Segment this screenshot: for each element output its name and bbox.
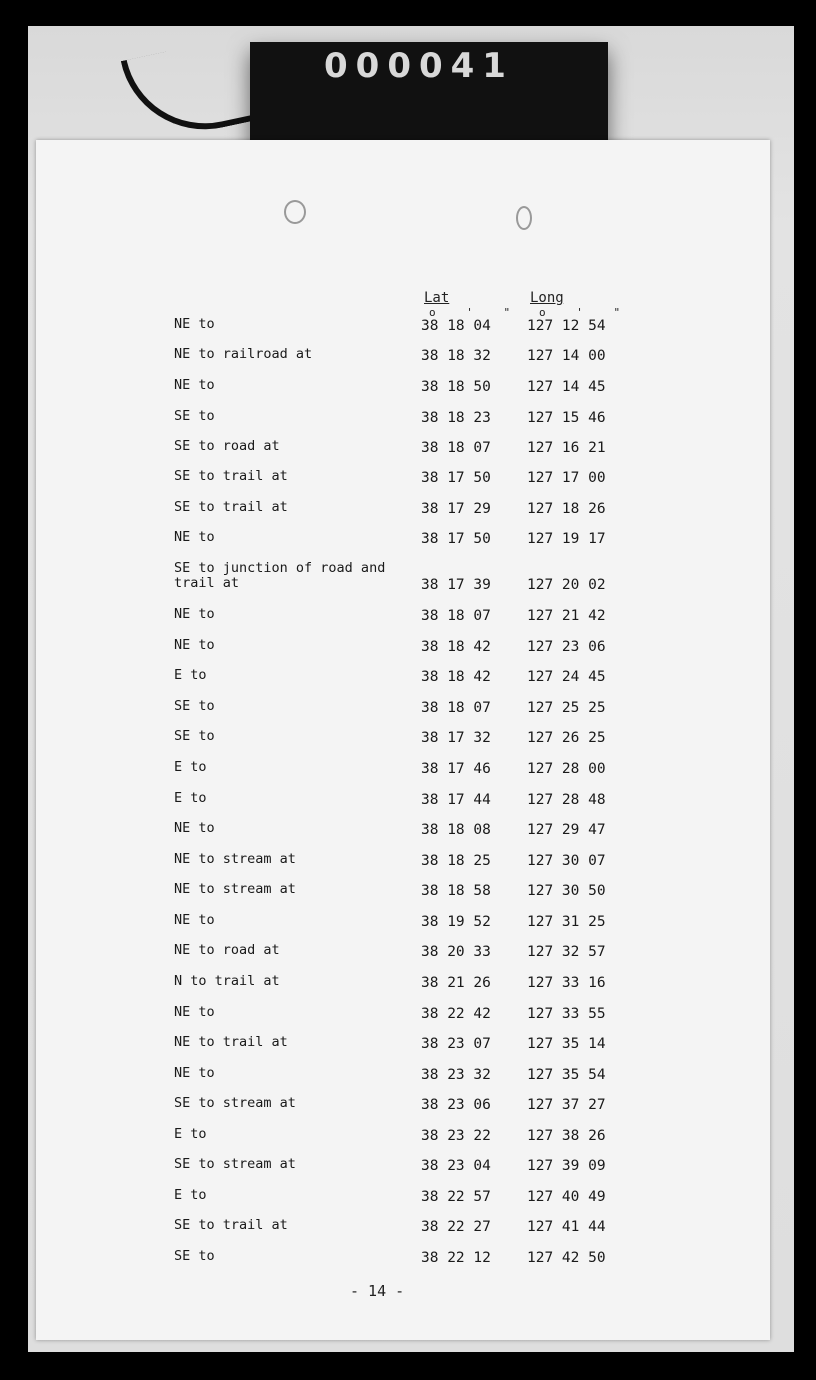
table-row bbox=[36, 491, 770, 521]
table-row bbox=[36, 965, 770, 995]
long-units: o ' " bbox=[539, 306, 633, 319]
table-row bbox=[36, 1057, 770, 1087]
lat-header: Lat bbox=[424, 290, 450, 306]
longitude-value: 127 40 49 bbox=[527, 1189, 606, 1205]
latitude-value: 38 18 32 bbox=[421, 348, 491, 364]
table-row bbox=[36, 690, 770, 720]
longitude-value: 127 37 27 bbox=[527, 1097, 606, 1113]
direction-text: SE to trail at bbox=[174, 1217, 288, 1233]
latitude-value: 38 18 04 bbox=[421, 318, 491, 334]
table-row bbox=[36, 1087, 770, 1117]
table-row bbox=[36, 1179, 770, 1209]
latitude-value: 38 18 07 bbox=[421, 700, 491, 716]
table-row bbox=[36, 904, 770, 934]
table-row bbox=[36, 996, 770, 1026]
latitude-value: 38 18 25 bbox=[421, 853, 491, 869]
longitude-value: 127 24 45 bbox=[527, 669, 606, 685]
longitude-value: 127 30 50 bbox=[527, 883, 606, 899]
table-row bbox=[36, 873, 770, 903]
latitude-value: 38 23 04 bbox=[421, 1158, 491, 1174]
table-row bbox=[36, 460, 770, 490]
direction-text: N to trail at bbox=[174, 973, 280, 989]
direction-text: NE to bbox=[174, 1065, 215, 1081]
longitude-value: 127 26 25 bbox=[527, 730, 606, 746]
table-row bbox=[36, 430, 770, 460]
latitude-value: 38 22 12 bbox=[421, 1250, 491, 1266]
direction-text: NE to stream at bbox=[174, 881, 296, 897]
table-row bbox=[36, 1118, 770, 1148]
latitude-value: 38 18 58 bbox=[421, 883, 491, 899]
latitude-value: 38 18 42 bbox=[421, 669, 491, 685]
longitude-value: 127 12 54 bbox=[527, 318, 606, 334]
table-row bbox=[36, 1148, 770, 1178]
long-header: Long bbox=[530, 290, 564, 306]
table-row bbox=[36, 521, 770, 551]
longitude-value: 127 14 45 bbox=[527, 379, 606, 395]
direction-text: NE to bbox=[174, 316, 215, 332]
table-row bbox=[36, 308, 770, 338]
table-row bbox=[36, 659, 770, 689]
table-row bbox=[36, 369, 770, 399]
direction-text: SE to junction of road and trail at bbox=[174, 560, 386, 591]
direction-text: NE to bbox=[174, 1004, 215, 1020]
latitude-value: 38 23 32 bbox=[421, 1067, 491, 1083]
direction-text: NE to railroad at bbox=[174, 346, 313, 362]
direction-text: NE to road at bbox=[174, 942, 280, 958]
latitude-value: 38 17 50 bbox=[421, 470, 491, 486]
table-row bbox=[36, 751, 770, 781]
latitude-value: 38 18 07 bbox=[421, 440, 491, 456]
latitude-value: 38 21 26 bbox=[421, 975, 491, 991]
direction-text: SE to trail at bbox=[174, 499, 288, 515]
longitude-value: 127 28 00 bbox=[527, 761, 606, 777]
latitude-value: 38 17 44 bbox=[421, 792, 491, 808]
longitude-value: 127 33 16 bbox=[527, 975, 606, 991]
latitude-value: 38 17 50 bbox=[421, 531, 491, 547]
longitude-value: 127 42 50 bbox=[527, 1250, 606, 1266]
direction-text: NE to bbox=[174, 377, 215, 393]
latitude-value: 38 18 23 bbox=[421, 410, 491, 426]
longitude-value: 127 29 47 bbox=[527, 822, 606, 838]
table-row bbox=[36, 598, 770, 628]
document-page bbox=[36, 140, 770, 1340]
direction-text: E to bbox=[174, 790, 207, 806]
table-row bbox=[36, 1209, 770, 1239]
page-number: - 14 - bbox=[350, 1282, 405, 1300]
latitude-value: 38 22 42 bbox=[421, 1006, 491, 1022]
latitude-value: 38 18 42 bbox=[421, 639, 491, 655]
longitude-value: 127 32 57 bbox=[527, 944, 606, 960]
latitude-value: 38 23 22 bbox=[421, 1128, 491, 1144]
direction-text: SE to bbox=[174, 1248, 215, 1264]
longitude-value: 127 25 25 bbox=[527, 700, 606, 716]
table-row bbox=[36, 400, 770, 430]
latitude-value: 38 22 57 bbox=[421, 1189, 491, 1205]
latitude-value: 38 18 08 bbox=[421, 822, 491, 838]
longitude-value: 127 19 17 bbox=[527, 531, 606, 547]
latitude-value: 38 18 50 bbox=[421, 379, 491, 395]
direction-text: E to bbox=[174, 759, 207, 775]
longitude-value: 127 21 42 bbox=[527, 608, 606, 624]
latitude-value: 38 17 29 bbox=[421, 501, 491, 517]
longitude-value: 127 23 06 bbox=[527, 639, 606, 655]
latitude-value: 38 23 07 bbox=[421, 1036, 491, 1052]
latitude-value: 38 23 06 bbox=[421, 1097, 491, 1113]
direction-text: NE to trail at bbox=[174, 1034, 288, 1050]
longitude-value: 127 33 55 bbox=[527, 1006, 606, 1022]
longitude-value: 127 41 44 bbox=[527, 1219, 606, 1235]
table-row bbox=[36, 1240, 770, 1270]
table-row bbox=[36, 720, 770, 750]
table-row bbox=[36, 812, 770, 842]
latitude-value: 38 20 33 bbox=[421, 944, 491, 960]
direction-text: SE to bbox=[174, 728, 215, 744]
table-row bbox=[36, 843, 770, 873]
direction-text: NE to bbox=[174, 912, 215, 928]
longitude-value: 127 18 26 bbox=[527, 501, 606, 517]
direction-text: NE to bbox=[174, 820, 215, 836]
latitude-value: 38 22 27 bbox=[421, 1219, 491, 1235]
longitude-value: 127 35 54 bbox=[527, 1067, 606, 1083]
punch-hole bbox=[284, 200, 306, 224]
latitude-value: 38 19 52 bbox=[421, 914, 491, 930]
longitude-value: 127 17 00 bbox=[527, 470, 606, 486]
longitude-value: 127 30 07 bbox=[527, 853, 606, 869]
direction-text: SE to stream at bbox=[174, 1156, 296, 1172]
direction-text: E to bbox=[174, 1187, 207, 1203]
direction-text: NE to bbox=[174, 606, 215, 622]
latitude-value: 38 17 32 bbox=[421, 730, 491, 746]
direction-text: E to bbox=[174, 1126, 207, 1142]
direction-text: NE to bbox=[174, 529, 215, 545]
table-row bbox=[36, 338, 770, 368]
longitude-value: 127 16 21 bbox=[527, 440, 606, 456]
punch-hole bbox=[516, 206, 532, 230]
frame-counter-digits: 000041 bbox=[324, 46, 514, 86]
longitude-value: 127 14 00 bbox=[527, 348, 606, 364]
table-row bbox=[36, 549, 770, 597]
longitude-value: 127 28 48 bbox=[527, 792, 606, 808]
longitude-value: 127 20 02 bbox=[527, 577, 606, 593]
direction-text: NE to bbox=[174, 637, 215, 653]
direction-text: SE to stream at bbox=[174, 1095, 296, 1111]
longitude-value: 127 15 46 bbox=[527, 410, 606, 426]
direction-text: SE to road at bbox=[174, 438, 280, 454]
direction-text: SE to bbox=[174, 698, 215, 714]
longitude-value: 127 38 26 bbox=[527, 1128, 606, 1144]
direction-text: E to bbox=[174, 667, 207, 683]
longitude-value: 127 31 25 bbox=[527, 914, 606, 930]
latitude-value: 38 17 39 bbox=[421, 577, 491, 593]
table-row bbox=[36, 629, 770, 659]
latitude-value: 38 18 07 bbox=[421, 608, 491, 624]
lat-units: o ' " bbox=[429, 306, 523, 319]
table-row bbox=[36, 1026, 770, 1056]
direction-text: NE to stream at bbox=[174, 851, 296, 867]
table-row bbox=[36, 934, 770, 964]
longitude-value: 127 39 09 bbox=[527, 1158, 606, 1174]
table-row bbox=[36, 782, 770, 812]
longitude-value: 127 35 14 bbox=[527, 1036, 606, 1052]
latitude-value: 38 17 46 bbox=[421, 761, 491, 777]
direction-text: SE to bbox=[174, 408, 215, 424]
direction-text: SE to trail at bbox=[174, 468, 288, 484]
